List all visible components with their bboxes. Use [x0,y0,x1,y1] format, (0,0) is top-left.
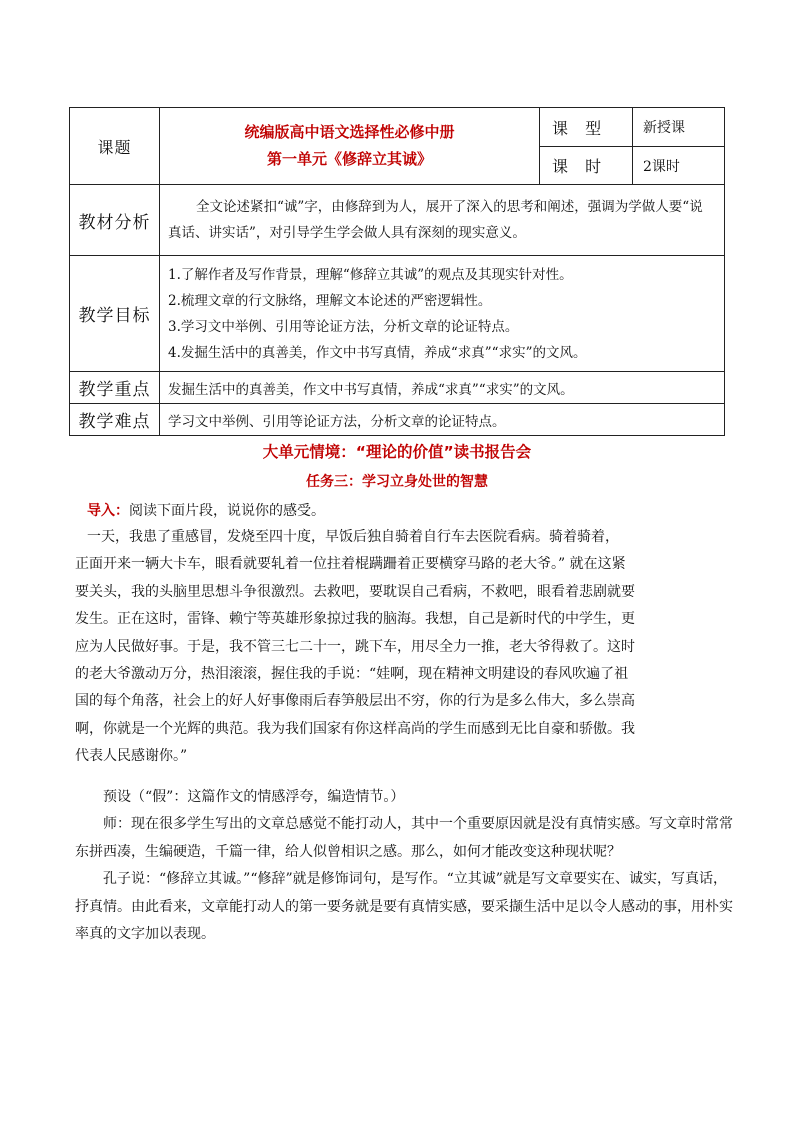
preset-text: 预设（“假”：这篇作文的情感浮夸，编造情节。） [103,789,405,805]
lesson-plan-table [69,107,725,436]
goal-item: 2.梳理文章的行文脉络，理解文本论述的严密逻辑性。 [168,292,492,309]
analysis-label: 教材分析 [70,185,160,256]
story-line: 代表人民感谢你。” [75,748,188,765]
story-line: 啊，你就是一个光辉的典范。我为我们国家有你这样高尚的学生而感到无比自豪和骄傲。我 [75,720,635,737]
discussion-section [75,784,735,948]
goals-label: 教学目标 [70,256,160,372]
goals-list [160,256,725,372]
lesson-title [160,108,540,185]
intro-text: 阅读下面片段，说说你的感受。 [129,503,325,519]
lesson-hours-value: 2课时 [633,147,725,185]
story-line: 国的每个角落，社会上的好人好事像雨后春笋般层出不穷，你的行为是多么伟大，多么崇高 [75,693,635,710]
story-line: 正面开来一辆大卡车，眼看就要轧着一位拄着棍蹒跚着正要横穿马路的老大爷。” 就在这紧 [75,556,626,573]
story-line: 的老大爷激动万分，热泪滚滚，握住我的手说：“娃啊，现在精神文明建设的春风吹遍了祖 [75,666,629,683]
teacher-text: 师：现在很多学生写出的文章总感觉不能打动人，其中一个重要原因就是没有真情实感。写文章时常常东拼西凑，生编硬造，千篇一律，给人似曾相识之感。那么，如何才能改变这种现状呢？ [75,816,733,860]
story-excerpt [75,524,735,771]
difficulty-label: 教学难点 [70,404,160,436]
story-line: 要关头，我的头脑里思想斗争很激烈。去救吧，要耽误自己看病，不救吧，眼看着悲剧就要 [75,583,635,600]
difficulty-text: 学习文中举例、引用等论证方法，分析文章的论证特点。 [160,404,725,436]
story-line: 一天，我患了重感冒，发烧至四十度，早饭后独自骑着自行车去医院看病。骑着骑着， [87,529,619,545]
lesson-type-value: 新授课 [633,108,725,147]
story-line: 应为人民做好事。于是，我不管三七二十一，跳下车，用尽全力一推，老大爷得救了。这时 [75,638,635,655]
lesson-title-line2: 第一单元《修辞立其诚》 [266,150,432,168]
lesson-title-line1: 统编版高中语文选择性必修中册 [244,123,455,141]
story-line: 发生。正在这时，雷锋、赖宁等英雄形象掠过我的脑海。我想，自己是新时代的中学生，更 [75,611,635,628]
lesson-type-label: 课 型 [540,108,633,147]
unit-heading: 大单元情境：“理论的价值”读书报告会 [262,443,532,461]
intro-lead: 导入： [87,503,129,519]
key-point-text: 发掘生活中的真善美，作文中书写真情，养成“求真”“求实”的文风。 [160,372,725,404]
task-heading: 任务三：学习立身处世的智慧 [306,474,488,490]
analysis-text-body: 全文论述紧扣“诚”字，由修辞到为人，展开了深入的思考和阐述，强调为学做人要“说真话、讲实话”，对引导学生学会做人具有深刻的现实意义。 [168,199,703,241]
confucius-text: 孔子说：“修辞立其诚。”“修辞”就是修饰词句，是写作。“立其诚”就是写文章要实在、诚实，写真话，抒真情。由此看来，文章能打动人的第一要务就是要有真情实感，要采撷生活中足以令人感动的事，用朴实率真的文字加以表现。 [75,871,733,943]
goal-item: 3.学习文中举例、引用等论证方法，分析文章的论证特点。 [168,318,519,335]
topic-label: 课题 [70,108,160,185]
analysis-text [160,185,725,256]
intro-paragraph [87,498,727,525]
lesson-hours-label: 课 时 [540,147,633,185]
key-point-label: 教学重点 [70,372,160,404]
goal-item: 1.了解作者及写作背景，理解“修辞立其诚”的观点及其现实针对性。 [168,266,573,283]
goal-item: 4.发掘生活中的真善美，作文中书写真情，养成“求真”“求实”的文风。 [168,344,587,361]
